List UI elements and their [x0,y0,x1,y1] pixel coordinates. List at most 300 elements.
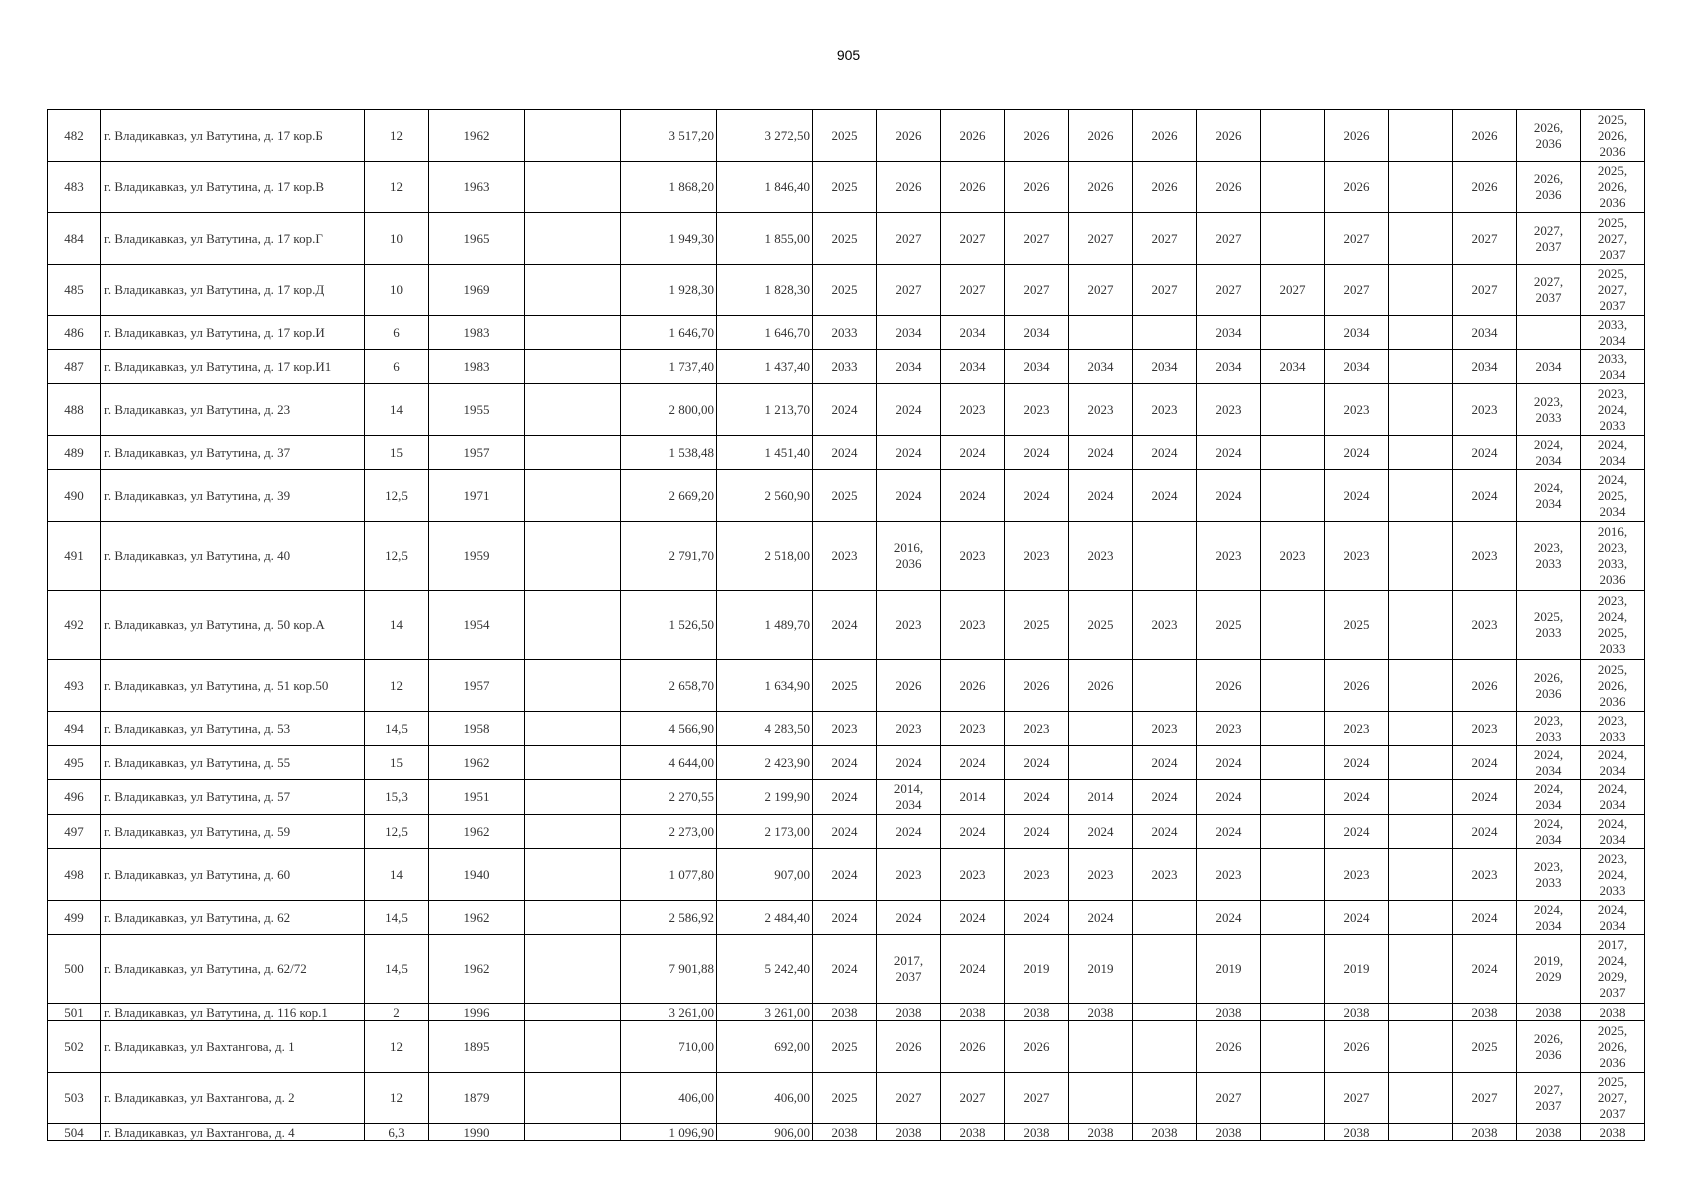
row-number-cell: 503 [48,1073,101,1124]
repair-year-cell-y3: 2034 [941,316,1005,350]
repair-year-cell-y2: 2027 [877,1073,941,1124]
repair-year-cell-y3: 2023 [941,384,1005,436]
repair-year-cell-y8 [1261,316,1325,350]
repair-year-cell-y11: 2024 [1453,780,1517,815]
repair-year-cell-y13: 2038 [1581,1124,1645,1141]
repair-year-cell-y8 [1261,1021,1325,1073]
empty-cell [525,1073,621,1124]
repair-year-cell-y2: 2026 [877,1021,941,1073]
repair-year-cell-y7: 2038 [1197,1004,1261,1021]
repair-year-cell-y10 [1389,901,1453,935]
empty-cell [525,213,621,265]
area-total-cell: 3 517,20 [621,110,717,162]
empty-cell [525,712,621,746]
repair-year-cell-y3: 2023 [941,849,1005,901]
table-row [48,316,1645,350]
repair-year-cell-y11: 2024 [1453,436,1517,470]
repair-year-cell-y2: 2024 [877,470,941,522]
repair-year-cell-y9: 2026 [1325,660,1389,712]
area-total-cell: 2 273,00 [621,815,717,849]
repair-year-cell-y4: 2024 [1005,780,1069,815]
repair-year-cell-y1: 2024 [813,935,877,1004]
value-cell: 2 [365,1004,429,1021]
repair-year-cell-y11: 2023 [1453,712,1517,746]
repair-year-cell-y10 [1389,935,1453,1004]
repair-year-cell-y10 [1389,746,1453,780]
area-total-cell: 2 791,70 [621,522,717,591]
area-total-cell: 2 800,00 [621,384,717,436]
repair-year-cell-y1: 2038 [813,1124,877,1141]
year-built-cell: 1996 [429,1004,525,1021]
repair-year-cell-y8 [1261,780,1325,815]
repair-year-cell-y5 [1069,1021,1133,1073]
table-row [48,350,1645,384]
repair-year-cell-y9: 2024 [1325,746,1389,780]
repair-year-cell-y13: 2017, 2024, 2029, 2037 [1581,935,1645,1004]
repair-year-cell-y3: 2027 [941,213,1005,265]
repair-year-cell-y4: 2026 [1005,660,1069,712]
repair-year-cell-y5: 2034 [1069,350,1133,384]
repair-year-cell-y11: 2024 [1453,815,1517,849]
repair-year-cell-y1: 2025 [813,1073,877,1124]
repair-year-cell-y12: 2038 [1517,1124,1581,1141]
repair-year-cell-y9: 2023 [1325,522,1389,591]
repair-year-cell-y9: 2034 [1325,316,1389,350]
repair-year-cell-y6: 2027 [1133,265,1197,316]
row-number-cell: 493 [48,660,101,712]
empty-cell [525,935,621,1004]
value-cell: 6 [365,316,429,350]
repair-year-cell-y7: 2034 [1197,350,1261,384]
row-number-cell: 499 [48,901,101,935]
row-number-cell: 500 [48,935,101,1004]
repair-year-cell-y8 [1261,712,1325,746]
address-cell: г. Владикавказ, ул Ватутина, д. 17 кор.Б [101,110,365,162]
repair-year-cell-y4: 2023 [1005,522,1069,591]
empty-cell [525,660,621,712]
repair-year-cell-y5: 2038 [1069,1004,1133,1021]
repair-year-cell-y3: 2027 [941,1073,1005,1124]
repair-year-cell-y13: 2016, 2023, 2033, 2036 [1581,522,1645,591]
repair-year-cell-y4: 2034 [1005,350,1069,384]
address-cell: г. Владикавказ, ул Ватутина, д. 116 кор.1 [101,1004,365,1021]
area-total-cell: 2 270,55 [621,780,717,815]
repair-year-cell-y10 [1389,815,1453,849]
repair-year-cell-y7: 2026 [1197,110,1261,162]
repair-year-cell-y3: 2026 [941,660,1005,712]
repair-year-cell-y4: 2024 [1005,436,1069,470]
area-living-cell: 1 846,40 [717,162,813,213]
repair-year-cell-y1: 2023 [813,712,877,746]
repair-year-cell-y4: 2024 [1005,815,1069,849]
repair-year-cell-y8 [1261,162,1325,213]
repair-year-cell-y10 [1389,780,1453,815]
repair-year-cell-y3: 2024 [941,901,1005,935]
repair-year-cell-y10 [1389,110,1453,162]
address-cell: г. Владикавказ, ул Вахтангова, д. 1 [101,1021,365,1073]
address-cell: г. Владикавказ, ул Ватутина, д. 57 [101,780,365,815]
area-living-cell: 4 283,50 [717,712,813,746]
repair-year-cell-y8: 2034 [1261,350,1325,384]
repair-year-cell-y10 [1389,1021,1453,1073]
year-built-cell: 1959 [429,522,525,591]
repair-year-cell-y13: 2024, 2025, 2034 [1581,470,1645,522]
row-number-cell: 484 [48,213,101,265]
repair-year-cell-y2: 2024 [877,815,941,849]
table-row [48,901,1645,935]
row-number-cell: 487 [48,350,101,384]
repair-year-cell-y9: 2019 [1325,935,1389,1004]
repair-year-cell-y7: 2024 [1197,436,1261,470]
table-row [48,162,1645,213]
repair-year-cell-y5 [1069,1073,1133,1124]
table-row [48,110,1645,162]
repair-year-cell-y9: 2024 [1325,436,1389,470]
repair-year-cell-y4: 2027 [1005,1073,1069,1124]
repair-year-cell-y10 [1389,660,1453,712]
empty-cell [525,350,621,384]
empty-cell [525,1021,621,1073]
repair-year-cell-y5: 2023 [1069,522,1133,591]
value-cell: 12,5 [365,470,429,522]
repair-year-cell-y1: 2025 [813,110,877,162]
area-living-cell: 1 634,90 [717,660,813,712]
repair-year-cell-y1: 2024 [813,384,877,436]
repair-year-cell-y5: 2038 [1069,1124,1133,1141]
repair-year-cell-y5: 2024 [1069,901,1133,935]
repair-year-cell-y2: 2023 [877,591,941,660]
repair-year-cell-y6 [1133,660,1197,712]
repair-year-cell-y9: 2027 [1325,213,1389,265]
year-built-cell: 1955 [429,384,525,436]
address-cell: г. Владикавказ, ул Вахтангова, д. 4 [101,1124,365,1141]
repair-year-cell-y7: 2024 [1197,746,1261,780]
repair-year-cell-y9: 2026 [1325,110,1389,162]
repair-year-cell-y10 [1389,316,1453,350]
repair-year-cell-y11: 2023 [1453,522,1517,591]
year-built-cell: 1963 [429,162,525,213]
row-number-cell: 491 [48,522,101,591]
repair-year-cell-y4: 2038 [1005,1004,1069,1021]
repair-year-cell-y9: 2027 [1325,1073,1389,1124]
repair-year-cell-y3: 2023 [941,591,1005,660]
repair-year-cell-y5: 2026 [1069,162,1133,213]
repair-year-cell-y10 [1389,849,1453,901]
repair-year-cell-y11: 2023 [1453,384,1517,436]
value-cell: 14 [365,849,429,901]
area-total-cell: 2 658,70 [621,660,717,712]
value-cell: 6 [365,350,429,384]
repair-year-cell-y1: 2038 [813,1004,877,1021]
repair-year-cell-y5: 2024 [1069,436,1133,470]
year-built-cell: 1962 [429,901,525,935]
repair-year-cell-y11: 2026 [1453,660,1517,712]
repair-year-cell-y5: 2023 [1069,384,1133,436]
year-built-cell: 1962 [429,110,525,162]
row-number-cell: 504 [48,1124,101,1141]
value-cell: 6,3 [365,1124,429,1141]
area-total-cell: 4 566,90 [621,712,717,746]
table-row [48,1124,1645,1141]
repair-year-cell-y8 [1261,591,1325,660]
repair-year-cell-y11: 2025 [1453,1021,1517,1073]
repair-year-cell-y2: 2024 [877,384,941,436]
repair-year-cell-y7: 2023 [1197,712,1261,746]
repair-year-cell-y12: 2023, 2033 [1517,384,1581,436]
repair-year-cell-y12: 2024, 2034 [1517,901,1581,935]
area-total-cell: 710,00 [621,1021,717,1073]
repair-year-cell-y2: 2016, 2036 [877,522,941,591]
address-cell: г. Владикавказ, ул Вахтангова, д. 2 [101,1073,365,1124]
repair-year-cell-y12: 2019, 2029 [1517,935,1581,1004]
repair-year-cell-y10 [1389,591,1453,660]
repair-year-cell-y6 [1133,316,1197,350]
repair-year-cell-y6: 2023 [1133,591,1197,660]
table-row [48,591,1645,660]
repair-year-cell-y10 [1389,470,1453,522]
address-cell: г. Владикавказ, ул Ватутина, д. 59 [101,815,365,849]
repair-year-cell-y8 [1261,660,1325,712]
empty-cell [525,522,621,591]
repair-year-cell-y2: 2026 [877,110,941,162]
repair-year-cell-y2: 2024 [877,746,941,780]
year-built-cell: 1958 [429,712,525,746]
repair-year-cell-y7: 2034 [1197,316,1261,350]
area-living-cell: 1 437,40 [717,350,813,384]
repair-year-cell-y9: 2026 [1325,162,1389,213]
area-total-cell: 1 949,30 [621,213,717,265]
repair-year-cell-y10 [1389,265,1453,316]
repair-year-cell-y7: 2025 [1197,591,1261,660]
repair-year-cell-y6: 2027 [1133,213,1197,265]
area-living-cell: 1 451,40 [717,436,813,470]
repair-year-cell-y3: 2026 [941,1021,1005,1073]
repair-year-cell-y11: 2024 [1453,935,1517,1004]
repair-year-cell-y5: 2019 [1069,935,1133,1004]
address-cell: г. Владикавказ, ул Ватутина, д. 51 кор.50 [101,660,365,712]
year-built-cell: 1962 [429,815,525,849]
row-number-cell: 497 [48,815,101,849]
repair-year-cell-y8 [1261,470,1325,522]
repair-year-cell-y1: 2024 [813,436,877,470]
value-cell: 15 [365,436,429,470]
repair-year-cell-y10 [1389,384,1453,436]
empty-cell [525,780,621,815]
area-living-cell: 1 646,70 [717,316,813,350]
repair-year-cell-y8 [1261,110,1325,162]
year-built-cell: 1962 [429,935,525,1004]
repair-year-cell-y7: 2023 [1197,522,1261,591]
repair-year-cell-y8 [1261,384,1325,436]
area-living-cell: 1 828,30 [717,265,813,316]
area-living-cell: 2 173,00 [717,815,813,849]
address-cell: г. Владикавказ, ул Ватутина, д. 17 кор.Д [101,265,365,316]
address-cell: г. Владикавказ, ул Ватутина, д. 53 [101,712,365,746]
value-cell: 12,5 [365,522,429,591]
empty-cell [525,746,621,780]
repair-year-cell-y12: 2024, 2034 [1517,815,1581,849]
repair-year-cell-y11: 2027 [1453,265,1517,316]
repair-year-cell-y3: 2026 [941,110,1005,162]
repair-year-cell-y12: 2024, 2034 [1517,780,1581,815]
repair-year-cell-y9: 2034 [1325,350,1389,384]
repair-year-cell-y7: 2024 [1197,780,1261,815]
repair-year-cell-y5: 2014 [1069,780,1133,815]
repair-year-cell-y3: 2024 [941,746,1005,780]
repair-year-cell-y6 [1133,901,1197,935]
repair-year-cell-y9: 2027 [1325,265,1389,316]
repair-year-cell-y4: 2019 [1005,935,1069,1004]
row-number-cell: 490 [48,470,101,522]
area-total-cell: 1 526,50 [621,591,717,660]
repair-year-cell-y7: 2027 [1197,265,1261,316]
table-row [48,712,1645,746]
value-cell: 10 [365,213,429,265]
repair-year-cell-y3: 2038 [941,1124,1005,1141]
repair-year-cell-y8 [1261,1073,1325,1124]
repair-year-cell-y8: 2027 [1261,265,1325,316]
area-living-cell: 2 560,90 [717,470,813,522]
area-total-cell: 406,00 [621,1073,717,1124]
repair-year-cell-y13: 2025, 2026, 2036 [1581,1021,1645,1073]
row-number-cell: 502 [48,1021,101,1073]
empty-cell [525,470,621,522]
empty-cell [525,162,621,213]
value-cell: 10 [365,265,429,316]
repair-year-cell-y7: 2027 [1197,1073,1261,1124]
repair-year-cell-y11: 2023 [1453,849,1517,901]
repair-year-cell-y1: 2023 [813,522,877,591]
area-total-cell: 4 644,00 [621,746,717,780]
repair-year-cell-y13: 2023, 2024, 2025, 2033 [1581,591,1645,660]
area-living-cell: 3 272,50 [717,110,813,162]
repair-year-cell-y6 [1133,1004,1197,1021]
table-row [48,780,1645,815]
repair-year-cell-y2: 2034 [877,316,941,350]
repair-year-cell-y6: 2023 [1133,712,1197,746]
repair-year-cell-y5: 2026 [1069,110,1133,162]
repair-year-cell-y12: 2024, 2034 [1517,436,1581,470]
repair-year-cell-y13: 2025, 2026, 2036 [1581,162,1645,213]
repair-year-cell-y7: 2023 [1197,384,1261,436]
repair-year-cell-y2: 2034 [877,350,941,384]
repair-year-cell-y8 [1261,815,1325,849]
empty-cell [525,436,621,470]
repair-year-cell-y1: 2024 [813,849,877,901]
repair-year-cell-y6 [1133,1021,1197,1073]
repair-year-cell-y6: 2024 [1133,470,1197,522]
repair-year-cell-y9: 2026 [1325,1021,1389,1073]
area-total-cell: 3 261,00 [621,1004,717,1021]
table-row [48,660,1645,712]
empty-cell [525,1124,621,1141]
repair-year-cell-y12: 2025, 2033 [1517,591,1581,660]
area-total-cell: 7 901,88 [621,935,717,1004]
table-row [48,849,1645,901]
repair-year-cell-y4: 2023 [1005,712,1069,746]
repair-year-cell-y8 [1261,213,1325,265]
area-living-cell: 2 484,40 [717,901,813,935]
repair-year-cell-y3: 2038 [941,1004,1005,1021]
repair-year-cell-y13: 2023, 2024, 2033 [1581,849,1645,901]
area-total-cell: 2 586,92 [621,901,717,935]
address-cell: г. Владикавказ, ул Ватутина, д. 39 [101,470,365,522]
repair-year-cell-y8 [1261,901,1325,935]
year-built-cell: 1879 [429,1073,525,1124]
area-living-cell: 3 261,00 [717,1004,813,1021]
repair-year-cell-y5: 2026 [1069,660,1133,712]
repair-year-cell-y6: 2024 [1133,780,1197,815]
table-row [48,1021,1645,1073]
row-number-cell: 494 [48,712,101,746]
repair-year-cell-y5: 2027 [1069,213,1133,265]
repair-year-cell-y1: 2024 [813,780,877,815]
repair-year-cell-y13: 2024, 2034 [1581,901,1645,935]
repair-year-cell-y13: 2025, 2027, 2037 [1581,265,1645,316]
repair-year-cell-y12: 2023, 2033 [1517,849,1581,901]
repair-year-cell-y12: 2023, 2033 [1517,522,1581,591]
repair-year-cell-y9: 2025 [1325,591,1389,660]
repair-year-cell-y3: 2034 [941,350,1005,384]
repair-year-cell-y1: 2025 [813,265,877,316]
repair-year-cell-y9: 2023 [1325,849,1389,901]
empty-cell [525,591,621,660]
area-living-cell: 907,00 [717,849,813,901]
repair-year-cell-y12: 2023, 2033 [1517,712,1581,746]
repair-year-cell-y3: 2014 [941,780,1005,815]
repair-year-cell-y1: 2024 [813,901,877,935]
year-built-cell: 1969 [429,265,525,316]
row-number-cell: 489 [48,436,101,470]
table-row [48,935,1645,1004]
row-number-cell: 482 [48,110,101,162]
table-row [48,746,1645,780]
repair-year-cell-y7: 2026 [1197,1021,1261,1073]
repair-year-cell-y4: 2023 [1005,384,1069,436]
repair-year-cell-y13: 2024, 2034 [1581,746,1645,780]
repair-year-cell-y2: 2026 [877,660,941,712]
repair-year-cell-y9: 2024 [1325,470,1389,522]
repair-year-cell-y11: 2023 [1453,591,1517,660]
repair-year-cell-y12: 2034 [1517,350,1581,384]
address-cell: г. Владикавказ, ул Ватутина, д. 17 кор.И1 [101,350,365,384]
repair-year-cell-y6: 2023 [1133,384,1197,436]
repair-year-cell-y13: 2033, 2034 [1581,350,1645,384]
repair-year-cell-y11: 2027 [1453,1073,1517,1124]
row-number-cell: 498 [48,849,101,901]
area-total-cell: 1 538,48 [621,436,717,470]
housing-repair-table [47,109,1645,1141]
empty-cell [525,316,621,350]
repair-year-cell-y3: 2026 [941,162,1005,213]
repair-year-cell-y7: 2024 [1197,901,1261,935]
repair-year-cell-y6: 2038 [1133,1124,1197,1141]
repair-year-cell-y1: 2033 [813,316,877,350]
repair-year-cell-y7: 2038 [1197,1124,1261,1141]
empty-cell [525,1004,621,1021]
repair-year-cell-y12: 2026, 2036 [1517,162,1581,213]
repair-year-cell-y4: 2025 [1005,591,1069,660]
area-living-cell: 5 242,40 [717,935,813,1004]
repair-year-cell-y9: 2038 [1325,1004,1389,1021]
row-number-cell: 495 [48,746,101,780]
area-total-cell: 2 669,20 [621,470,717,522]
repair-year-cell-y13: 2024, 2034 [1581,815,1645,849]
repair-year-cell-y4: 2024 [1005,470,1069,522]
value-cell: 15,3 [365,780,429,815]
repair-year-cell-y12: 2026, 2036 [1517,1021,1581,1073]
repair-year-cell-y7: 2019 [1197,935,1261,1004]
